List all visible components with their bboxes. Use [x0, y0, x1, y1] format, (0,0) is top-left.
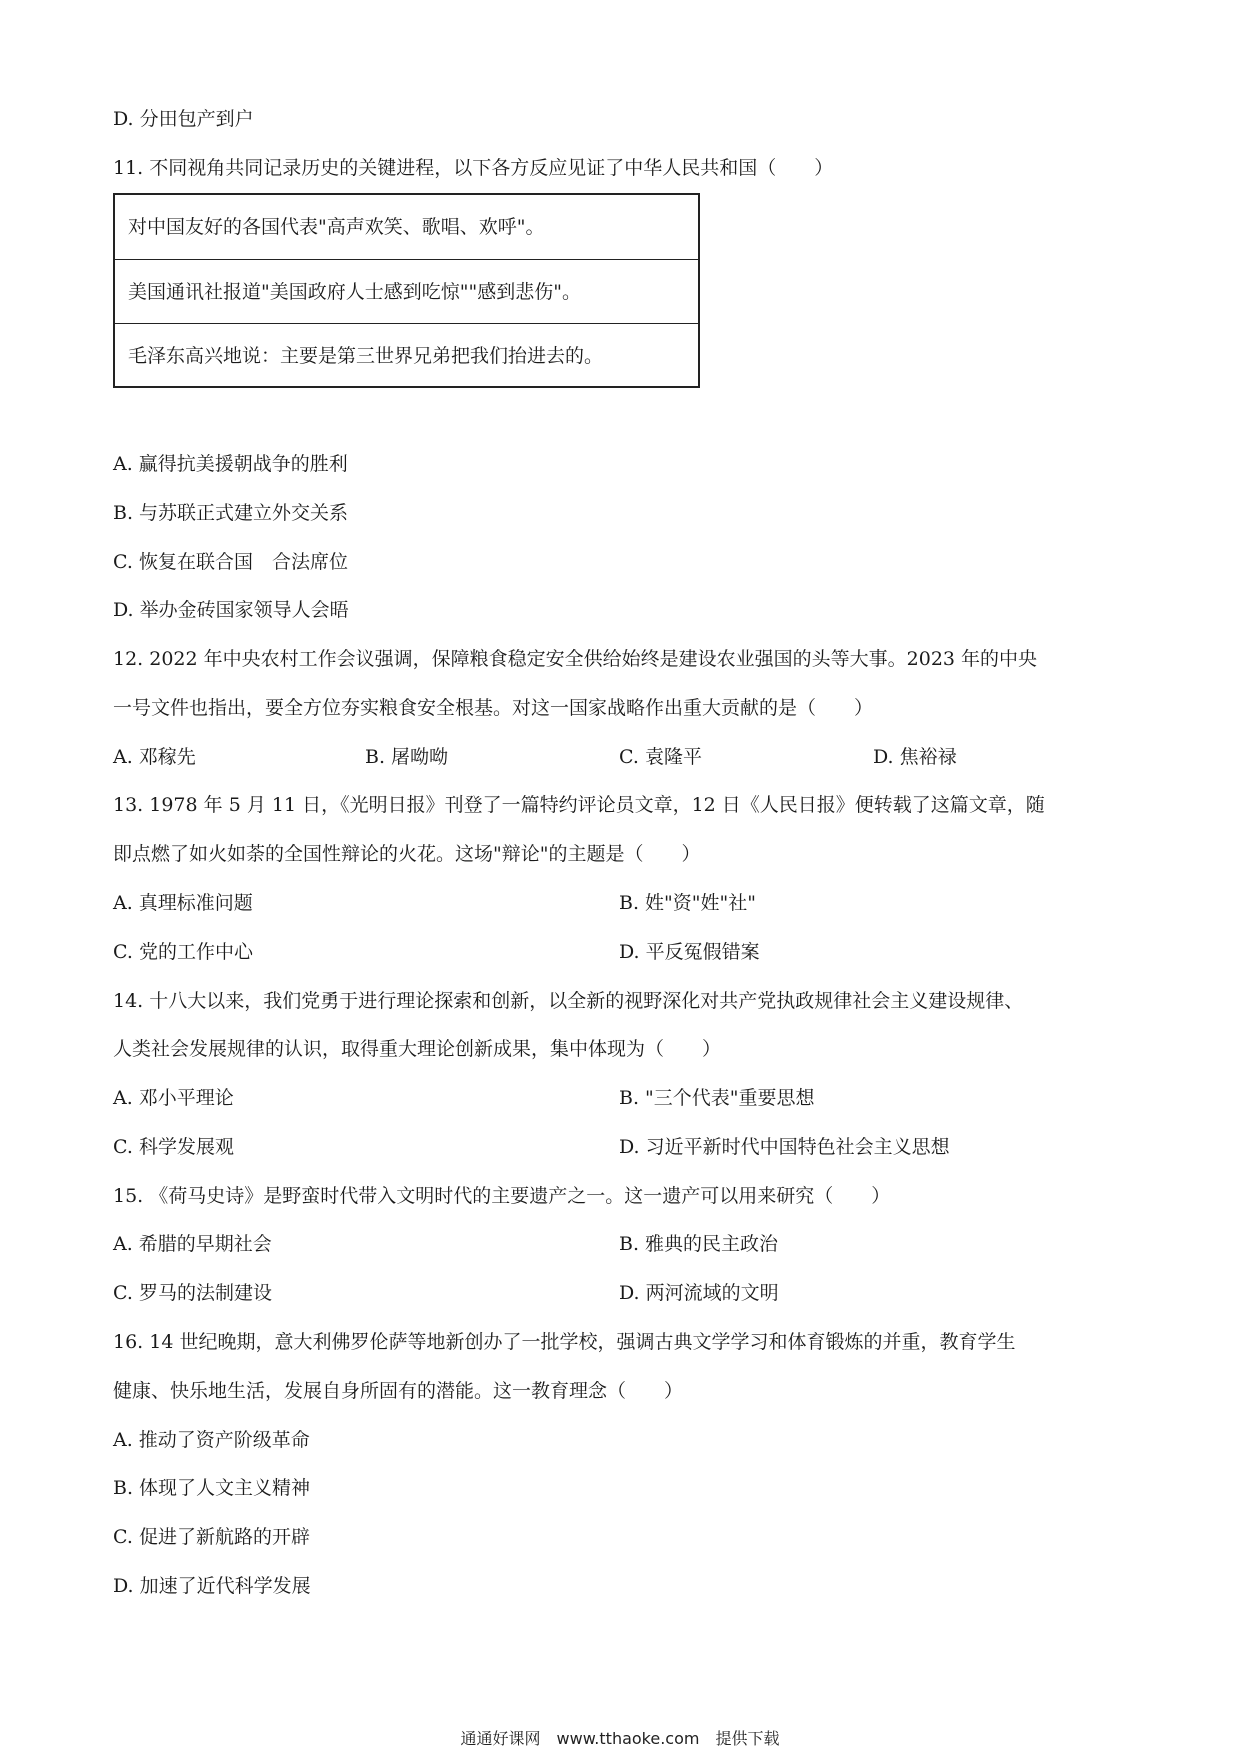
q13-stem-line2: 即点燃了如火如荼的全国性辩论的火花。这场"辩论"的主题是（ ） — [113, 843, 701, 865]
q14-option-a: A. 邓小平理论 — [113, 1087, 234, 1109]
q13-option-a: A. 真理标准问题 — [113, 892, 253, 914]
q12-option-c: C. 袁隆平 — [619, 746, 702, 768]
q13-option-b: B. 姓"资"姓"社" — [619, 892, 756, 914]
q12-option-d: D. 焦裕禄 — [873, 746, 957, 768]
q15-option-d: D. 两河流域的文明 — [619, 1282, 779, 1304]
q13-option-d: D. 平反冤假错案 — [619, 941, 760, 963]
q13-option-c: C. 党的工作中心 — [113, 941, 253, 963]
q15-option-c: C. 罗马的法制建设 — [113, 1282, 272, 1304]
page-footer: 通通好课网 www.tthaoke.com 提供下载 — [460, 1729, 780, 1748]
q15-option-a: A. 希腊的早期社会 — [113, 1233, 272, 1255]
q11-option-d: D. 举办金砖国家领导人会晤 — [113, 599, 349, 621]
q11-stem: 11. 不同视角共同记录历史的关键进程，以下各方反应见证了中华人民共和国（ ） — [113, 157, 834, 179]
q12-stem-line1: 12. 2022 年中央农村工作会议强调，保障粮食稳定安全供给始终是建设农业强国的头等大事。2023 年的中央 — [113, 648, 1038, 670]
q14-stem-line1: 14. 十八大以来，我们党勇于进行理论探索和创新，以全新的视野深化对共产党执政规律社会主义建设规律、 — [113, 990, 1024, 1012]
q11-option-a: A. 赢得抗美援朝战争的胜利 — [113, 453, 348, 475]
q16-option-d: D. 加速了近代科学发展 — [113, 1575, 311, 1597]
q11-quote-table — [113, 193, 700, 388]
q11-option-c: C. 恢复在联合国 合法席位 — [113, 551, 348, 573]
q16-option-a: A. 推动了资产阶级革命 — [113, 1429, 310, 1451]
q12-option-b: B. 屠呦呦 — [365, 746, 449, 768]
q11-table-row: 美国通讯社报道"美国政府人士感到吃惊""感到悲伤"。 — [115, 259, 698, 323]
q16-option-b: B. 体现了人文主义精神 — [113, 1477, 311, 1499]
q15-stem: 15. 《荷马史诗》是野蛮时代带入文明时代的主要遗产之一。这一遗产可以用来研究（ ） — [113, 1185, 891, 1207]
q14-option-c: C. 科学发展观 — [113, 1136, 234, 1158]
q13-stem-line1: 13. 1978 年 5 月 11 日，《光明日报》刊登了一篇特约评论员文章，12 日《人民日报》便转载了这篇文章，随 — [113, 794, 1045, 816]
q14-stem-line2: 人类社会发展规律的认识，取得重大理论创新成果，集中体现为（ ） — [113, 1038, 722, 1060]
q11-table-row: 毛泽东高兴地说：主要是第三世界兄弟把我们抬进去的。 — [115, 323, 698, 386]
q14-option-d: D. 习近平新时代中国特色社会主义思想 — [619, 1136, 950, 1158]
q16-option-c: C. 促进了新航路的开辟 — [113, 1526, 310, 1548]
q12-option-a: A. 邓稼先 — [113, 746, 196, 768]
q14-option-b: B. "三个代表"重要思想 — [619, 1087, 815, 1109]
q16-stem-line2: 健康、快乐地生活，发展自身所固有的潜能。这一教育理念（ ） — [113, 1380, 684, 1402]
q11-option-b: B. 与苏联正式建立外交关系 — [113, 502, 349, 524]
q16-stem-line1: 16. 14 世纪晚期，意大利佛罗伦萨等地新创办了一批学校，强调古典文学学习和体育锻炼的并重，教育学生 — [113, 1331, 1016, 1353]
q11-table-row: 对中国友好的各国代表"高声欢笑、歌唱、欢呼"。 — [128, 216, 545, 238]
q12-stem-line2: 一号文件也指出，要全方位夯实粮食安全根基。对这一国家战略作出重大贡献的是（ ） — [113, 697, 874, 719]
q10-option-d: D. 分田包产到户 — [113, 108, 254, 130]
q15-option-b: B. 雅典的民主政治 — [619, 1233, 779, 1255]
